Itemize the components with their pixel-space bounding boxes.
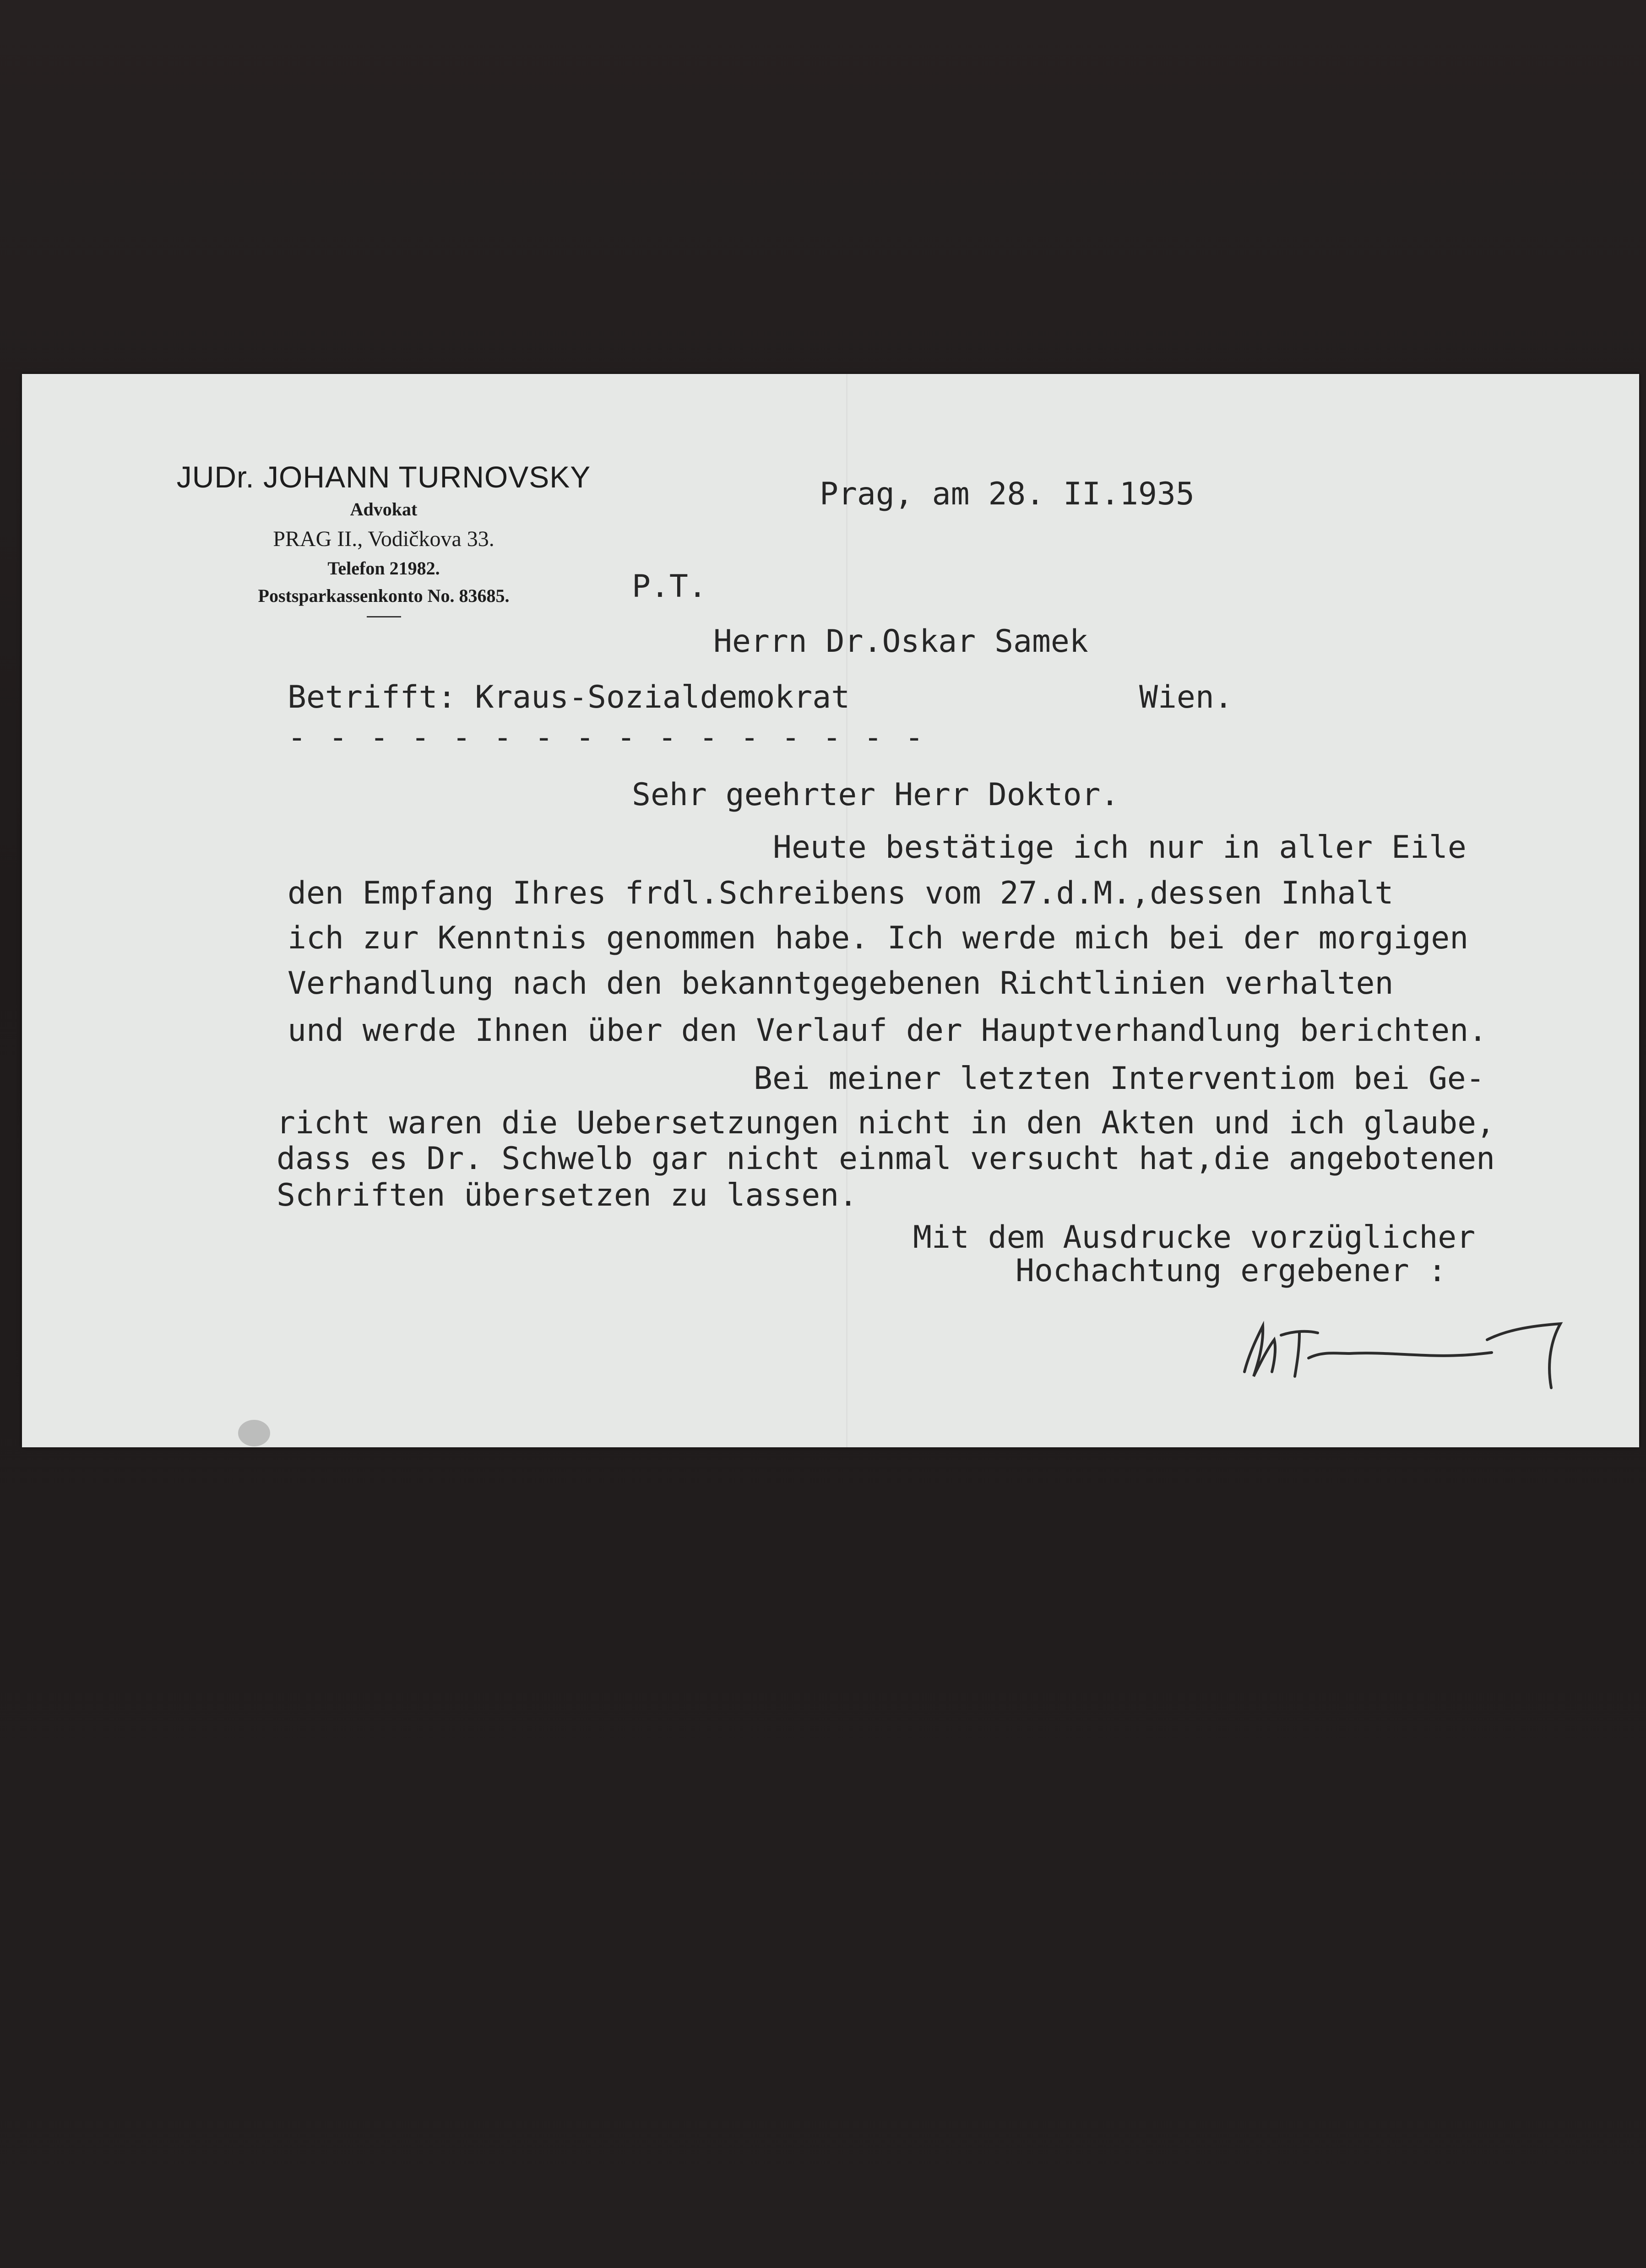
- closing-line: Hochachtung ergebener :: [1016, 1253, 1447, 1289]
- letterhead: [114, 459, 654, 617]
- letterhead-rule: [367, 616, 401, 617]
- body-line: ich zur Kenntnis genommen habe. Ich werde mich bei der morgigen: [288, 920, 1469, 956]
- body-line: Schriften übersetzen zu lassen.: [277, 1177, 858, 1213]
- subject-line: Betrifft: Kraus-Sozialdemokrat: [288, 679, 850, 715]
- letterhead-address: PRAG II., Vodičkova 33.: [273, 527, 494, 551]
- letterhead-role: Advokat: [350, 499, 418, 520]
- letter-sheet: [22, 374, 1639, 1447]
- salutation: Sehr geehrter Herr Doktor.: [632, 777, 1119, 813]
- body-line: richt waren die Uebersetzungen nicht in den Akten und ich glaube,: [277, 1105, 1495, 1141]
- pt-salutation: P.T.: [632, 568, 707, 605]
- paper-stain: [238, 1420, 270, 1446]
- letterhead-telephone: Telefon 21982.: [327, 558, 440, 579]
- body-line: den Empfang Ihres frdl.Schreibens vom 27.d.M.,dessen Inhalt: [288, 875, 1394, 911]
- body-line: Verhandlung nach den bekanntgegebenen Richtlinien verhalten: [288, 965, 1394, 1001]
- body-line: und werde Ihnen über den Verlauf der Hauptverhandlung berichten.: [288, 1012, 1488, 1049]
- body-line: dass es Dr. Schwelb gar nicht einmal versucht hat,die angebotenen: [277, 1141, 1495, 1177]
- body-line: Heute bestätige ich nur in aller Eile: [773, 829, 1467, 866]
- recipient-city: Wien.: [1139, 679, 1233, 715]
- subject-underline: - - - - - - - - - - - - - - - -: [288, 720, 926, 756]
- handwritten-signature: [1231, 1308, 1606, 1390]
- body-line: Bei meiner letzten Interventiom bei Ge-: [754, 1061, 1485, 1097]
- date-line: Prag, am 28. II.1935: [820, 476, 1195, 512]
- recipient-line: Herrn Dr.Oskar Samek: [713, 623, 1088, 660]
- letterhead-account: Postsparkassenkonto No. 83685.: [258, 585, 510, 606]
- letterhead-name: JUDr. JOHANN TURNOVSKY: [176, 460, 591, 494]
- closing-line: Mit dem Ausdrucke vorzüglicher: [913, 1219, 1476, 1256]
